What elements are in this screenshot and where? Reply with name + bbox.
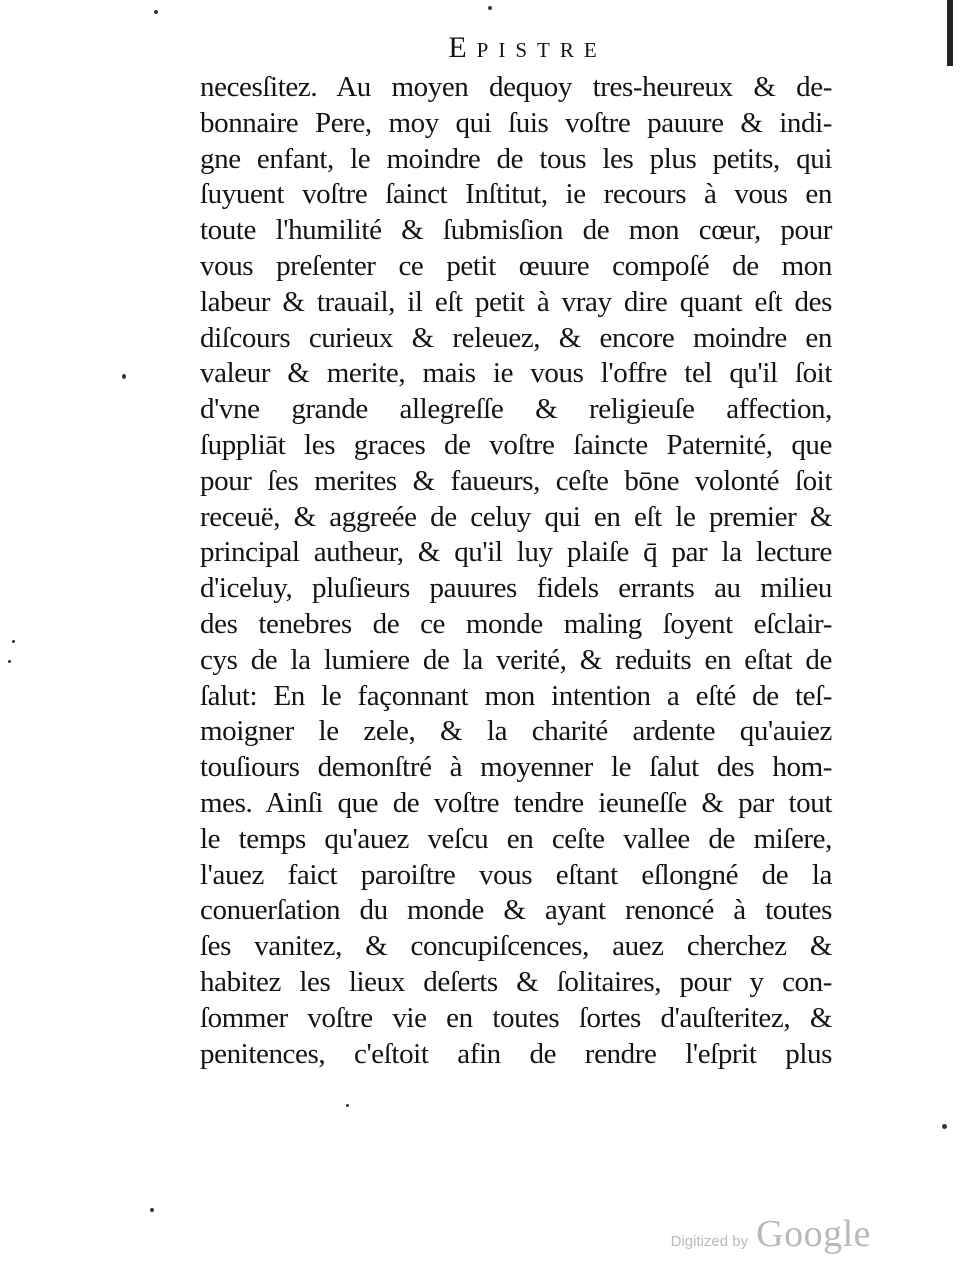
text-line: principal autheur, & qu'il luy plaiſe q̄ par la lecture (200, 536, 832, 569)
text-line: habitez les lieux deſerts & ſolitaires, pour y con- (200, 965, 832, 998)
scan-speck (346, 1104, 349, 1107)
text-line: mes. Ainſi que de voſtre tendre ieuneſſe & par tout (200, 786, 832, 819)
text-line: labeur & trauail, il eſt petit à vray dire quant eſt des (200, 285, 832, 318)
running-header: Epistre (448, 31, 607, 64)
scan-speck (942, 1124, 947, 1129)
text-line: penitences, c'eſtoit afin de rendre l'eſprit plus (200, 1037, 832, 1070)
scan-speck (122, 374, 126, 379)
scan-speck (8, 660, 11, 663)
text-line: gne enfant, le moindre de tous les plus petits, qui (200, 142, 832, 175)
watermark-prefix: Digitized by (670, 1233, 749, 1250)
scan-speck (488, 6, 492, 10)
text-line: bonnaire Pere, moy qui ſuis voſtre pauure & indi- (200, 106, 832, 139)
text-line: le temps qu'auez veſcu en ceſte vallee de miſere, (200, 822, 832, 855)
text-line: diſcours curieux & releuez, & encore moindre en (200, 321, 832, 354)
google-logo: Google (756, 1213, 871, 1255)
body-text (200, 70, 832, 1072)
text-line: ſuyuent voſtre ſainct Inſtitut, ie recours à vous en (200, 178, 832, 211)
text-line: cys de la lumiere de la verité, & reduits en eſtat de (200, 643, 832, 676)
text-line: ſalut: En le façonnant mon intention a eſté de teſ- (200, 679, 832, 712)
text-line: ſuppliāt les graces de voſtre ſaincte Paternité, que (200, 428, 832, 461)
text-line: receuë, & aggreée de celuy qui en eſt le premier & (200, 500, 832, 533)
scan-speck (12, 640, 15, 643)
text-line: d'iceluy, pluſieurs pauures fidels errants au milieu (200, 572, 832, 605)
text-line: valeur & merite, mais ie vous l'offre tel qu'il ſoit (200, 357, 832, 390)
text-line: pour ſes merites & faueurs, ceſte bōne volonté ſoit (200, 464, 832, 497)
scan-speck (154, 10, 158, 14)
text-line: d'vne grande allegreſſe & religieuſe affection, (200, 393, 832, 426)
text-line: des tenebres de ce monde maling ſoyent eſclair- (200, 607, 832, 640)
text-line: conuerſation du monde & ayant renoncé à toutes (200, 894, 832, 927)
text-line: ſes vanitez, & concupiſcences, auez cherchez & (200, 930, 832, 963)
scan-speck (150, 1208, 154, 1212)
text-line: toute l'humilité & ſubmisſion de mon cœur, pour (200, 214, 832, 247)
text-line: necesſitez. Au moyen dequoy tres-heureux & de- (200, 71, 832, 103)
digitized-watermark (670, 1212, 871, 1255)
text-line: ſommer voſtre vie en toutes ſortes d'auſteritez, & (200, 1001, 832, 1034)
text-line: vous preſenter ce petit œuure compoſé de mon (200, 249, 832, 282)
text-line: moigner le zele, & la charité ardente qu'auiez (200, 715, 832, 748)
text-line: touſiours demonſtré à moyenner le ſalut des hom- (200, 751, 832, 784)
text-line: l'auez faict paroiſtre vous eſtant eſlongné de la (200, 858, 832, 891)
page-edge-mark (947, 0, 953, 66)
